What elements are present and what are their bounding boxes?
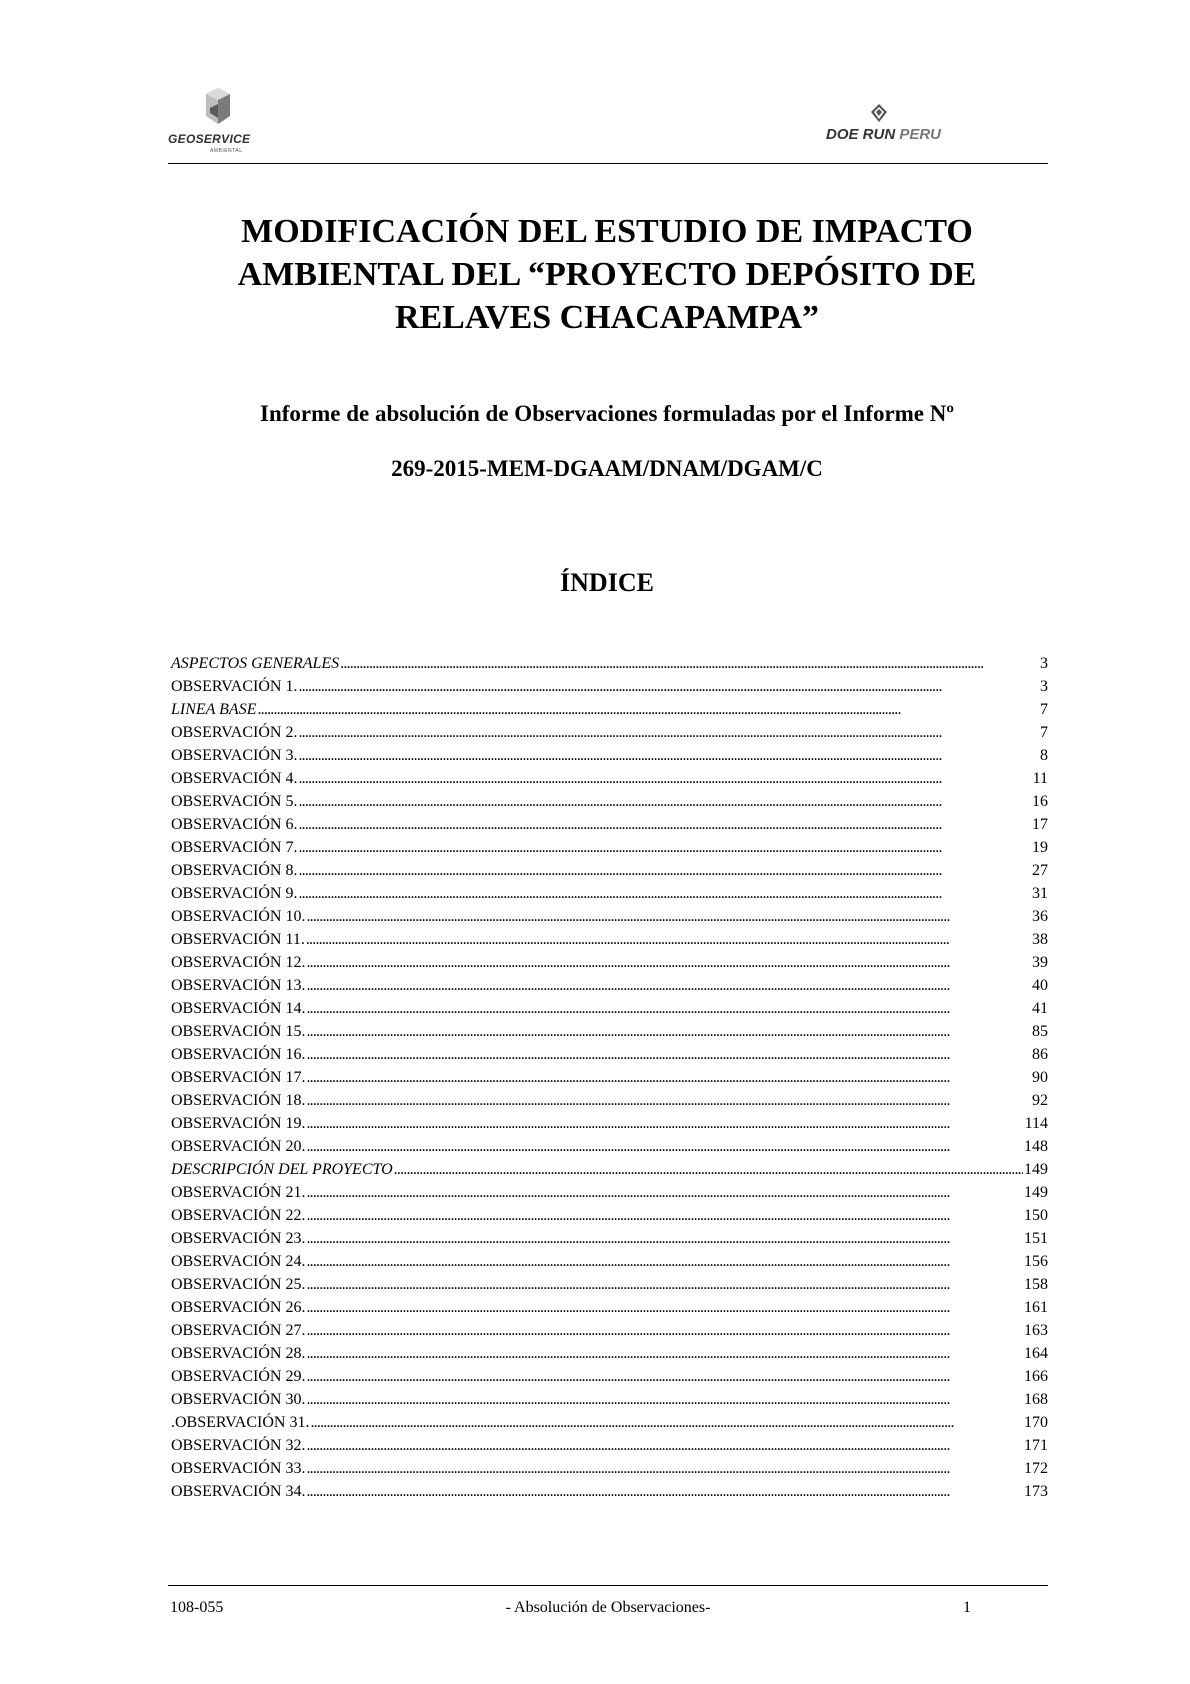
footer-divider bbox=[168, 1585, 1048, 1586]
toc-entry[interactable] bbox=[171, 859, 1048, 882]
toc-page-number: 85 bbox=[1032, 1023, 1048, 1040]
toc-entry[interactable] bbox=[171, 882, 1048, 905]
toc-page-number: 40 bbox=[1032, 977, 1048, 994]
toc-entry[interactable] bbox=[171, 721, 1048, 744]
toc-leader-dots bbox=[306, 1388, 1023, 1411]
toc-page-number: 8 bbox=[1040, 747, 1048, 764]
toc-entry[interactable] bbox=[171, 1365, 1048, 1388]
document-report-code: 269-2015-MEM-DGAAM/DNAM/DGAM/C bbox=[391, 456, 823, 481]
toc-leader-dots bbox=[298, 744, 1039, 767]
page-footer bbox=[168, 1599, 1048, 1621]
toc-entry-label: OBSERVACIÓN 28. bbox=[171, 1345, 306, 1362]
toc-leader-dots bbox=[306, 1112, 1023, 1135]
index-heading: ÍNDICE bbox=[560, 568, 654, 597]
toc-entry[interactable] bbox=[171, 1319, 1048, 1342]
toc-entry-label: OBSERVACIÓN 26. bbox=[171, 1299, 306, 1316]
toc-leader-dots bbox=[298, 882, 1031, 905]
toc-entry[interactable] bbox=[171, 1342, 1048, 1365]
toc-entry[interactable] bbox=[171, 1181, 1048, 1204]
toc-entry-label: OBSERVACIÓN 3. bbox=[171, 747, 298, 764]
toc-page-number: 170 bbox=[1024, 1414, 1048, 1431]
toc-entry[interactable] bbox=[171, 1296, 1048, 1319]
toc-page-number: 172 bbox=[1024, 1460, 1048, 1477]
toc-page-number: 90 bbox=[1032, 1069, 1048, 1086]
toc-leader-dots bbox=[306, 928, 1031, 951]
toc-entry[interactable] bbox=[171, 675, 1048, 698]
toc-entry-label: OBSERVACIÓN 4. bbox=[171, 770, 298, 787]
table-of-contents bbox=[171, 652, 1048, 1503]
toc-entry-label: OBSERVACIÓN 22. bbox=[171, 1207, 306, 1224]
toc-leader-dots bbox=[298, 721, 1039, 744]
toc-entry[interactable] bbox=[171, 1135, 1048, 1158]
toc-entry[interactable] bbox=[171, 997, 1048, 1020]
toc-entry[interactable] bbox=[171, 744, 1048, 767]
toc-section-label: LINEA BASE bbox=[171, 701, 257, 718]
toc-leader-dots bbox=[306, 1319, 1023, 1342]
doe-run-logo bbox=[826, 104, 996, 154]
footer-project-code: 108-055 bbox=[170, 1599, 224, 1616]
toc-page-number: 149 bbox=[1024, 1161, 1048, 1178]
toc-entry[interactable] bbox=[171, 1388, 1048, 1411]
footer-page-number: 1 bbox=[963, 1599, 971, 1616]
toc-leader-dots bbox=[306, 1204, 1023, 1227]
toc-leader-dots bbox=[306, 1020, 1031, 1043]
toc-entry[interactable] bbox=[171, 1250, 1048, 1273]
doe-run-brand-accent: PERU bbox=[899, 126, 942, 143]
toc-entry[interactable] bbox=[171, 1480, 1048, 1503]
toc-page-number: 114 bbox=[1024, 1115, 1048, 1132]
toc-entry[interactable] bbox=[171, 928, 1048, 951]
toc-leader-dots bbox=[306, 1227, 1023, 1250]
toc-entry-label: OBSERVACIÓN 6. bbox=[171, 816, 298, 833]
toc-leader-dots bbox=[310, 1411, 1023, 1434]
title-line-2: AMBIENTAL DEL “PROYECTO DEPÓSITO DE bbox=[237, 256, 977, 293]
toc-page-number: 38 bbox=[1032, 931, 1048, 948]
toc-entry[interactable] bbox=[171, 1273, 1048, 1296]
toc-page-number: 39 bbox=[1032, 954, 1048, 971]
title-line-1: MODIFICACIÓN DEL ESTUDIO DE IMPACTO bbox=[241, 213, 973, 250]
toc-entry-label: OBSERVACIÓN 5. bbox=[171, 793, 298, 810]
toc-entry-label: OBSERVACIÓN 10. bbox=[171, 908, 306, 925]
toc-entry-label: OBSERVACIÓN 12. bbox=[171, 954, 306, 971]
toc-leader-dots bbox=[306, 1181, 1023, 1204]
toc-entry-label: OBSERVACIÓN 30. bbox=[171, 1391, 306, 1408]
toc-entry-label: OBSERVACIÓN 1. bbox=[171, 678, 298, 695]
toc-leader-dots bbox=[306, 974, 1031, 997]
toc-entry[interactable] bbox=[171, 1089, 1048, 1112]
doe-run-brand-main: DOE RUN bbox=[826, 126, 896, 143]
toc-leader-dots bbox=[257, 698, 1039, 721]
toc-entry-label: OBSERVACIÓN 8. bbox=[171, 862, 298, 879]
toc-section-label: ASPECTOS GENERALES bbox=[171, 655, 340, 672]
toc-page-number: 7 bbox=[1040, 724, 1048, 741]
toc-page-number: 150 bbox=[1024, 1207, 1048, 1224]
toc-entry[interactable] bbox=[171, 767, 1048, 790]
geoservice-logo bbox=[168, 88, 278, 158]
toc-entry[interactable] bbox=[171, 974, 1048, 997]
toc-entry-label: .OBSERVACIÓN 31. bbox=[171, 1414, 310, 1431]
document-title bbox=[150, 210, 1064, 339]
toc-entry[interactable] bbox=[171, 698, 1048, 721]
toc-entry-label: OBSERVACIÓN 7. bbox=[171, 839, 298, 856]
toc-entry[interactable] bbox=[171, 1457, 1048, 1480]
toc-leader-dots bbox=[298, 767, 1031, 790]
toc-page-number: 163 bbox=[1024, 1322, 1048, 1339]
toc-entry-label: OBSERVACIÓN 23. bbox=[171, 1230, 306, 1247]
toc-leader-dots bbox=[306, 1342, 1023, 1365]
toc-page-number: 7 bbox=[1040, 701, 1048, 718]
toc-page-number: 31 bbox=[1032, 885, 1048, 902]
toc-page-number: 149 bbox=[1024, 1184, 1048, 1201]
toc-entry-label: OBSERVACIÓN 13. bbox=[171, 977, 306, 994]
toc-entry-label: OBSERVACIÓN 29. bbox=[171, 1368, 306, 1385]
document-subtitle: Informe de absolución de Observaciones formuladas por el Informe Nº bbox=[260, 401, 954, 426]
toc-entry-label: OBSERVACIÓN 16. bbox=[171, 1046, 306, 1063]
geoservice-brand-text: GEOSERVICE bbox=[168, 132, 251, 146]
toc-entry-label: OBSERVACIÓN 11. bbox=[171, 931, 305, 948]
page-header bbox=[168, 78, 1048, 163]
toc-entry[interactable] bbox=[171, 1043, 1048, 1066]
toc-page-number: 171 bbox=[1024, 1437, 1048, 1454]
toc-page-number: 16 bbox=[1032, 793, 1048, 810]
geoservice-cube-icon bbox=[204, 88, 232, 128]
toc-entry[interactable] bbox=[171, 813, 1048, 836]
toc-entry[interactable] bbox=[171, 1020, 1048, 1043]
toc-entry-label: OBSERVACIÓN 17. bbox=[171, 1069, 306, 1086]
toc-entry[interactable] bbox=[171, 951, 1048, 974]
toc-entry-label: OBSERVACIÓN 32. bbox=[171, 1437, 306, 1454]
toc-leader-dots bbox=[306, 1365, 1023, 1388]
toc-leader-dots bbox=[306, 1135, 1023, 1158]
toc-entry[interactable] bbox=[171, 790, 1048, 813]
toc-leader-dots bbox=[298, 675, 1039, 698]
toc-entry[interactable] bbox=[171, 836, 1048, 859]
toc-entry-label: OBSERVACIÓN 34. bbox=[171, 1483, 306, 1500]
toc-leader-dots bbox=[340, 652, 1039, 675]
toc-entry-label: OBSERVACIÓN 9. bbox=[171, 885, 298, 902]
toc-entry[interactable] bbox=[171, 652, 1048, 675]
toc-leader-dots bbox=[306, 997, 1031, 1020]
toc-leader-dots bbox=[306, 1434, 1023, 1457]
toc-entry-label: OBSERVACIÓN 18. bbox=[171, 1092, 306, 1109]
toc-page-number: 161 bbox=[1024, 1299, 1048, 1316]
toc-entry[interactable] bbox=[171, 905, 1048, 928]
toc-page-number: 19 bbox=[1032, 839, 1048, 856]
toc-leader-dots bbox=[306, 1480, 1023, 1503]
toc-entry[interactable] bbox=[171, 1204, 1048, 1227]
toc-leader-dots bbox=[306, 1273, 1023, 1296]
toc-page-number: 41 bbox=[1032, 1000, 1048, 1017]
toc-leader-dots bbox=[298, 790, 1031, 813]
toc-leader-dots bbox=[306, 1066, 1031, 1089]
toc-entry-label: OBSERVACIÓN 15. bbox=[171, 1023, 306, 1040]
toc-entry-label: OBSERVACIÓN 20. bbox=[171, 1138, 306, 1155]
toc-leader-dots bbox=[306, 1089, 1031, 1112]
toc-leader-dots bbox=[306, 905, 1031, 928]
toc-entry[interactable] bbox=[171, 1066, 1048, 1089]
toc-page-number: 173 bbox=[1024, 1483, 1048, 1500]
toc-page-number: 3 bbox=[1040, 678, 1048, 695]
toc-section-label: DESCRIPCIÓN DEL PROYECTO bbox=[171, 1161, 393, 1178]
toc-page-number: 86 bbox=[1032, 1046, 1048, 1063]
toc-entry-label: OBSERVACIÓN 27. bbox=[171, 1322, 306, 1339]
geoservice-sub-text: AMBIENTAL bbox=[210, 148, 243, 154]
toc-page-number: 148 bbox=[1024, 1138, 1048, 1155]
toc-page-number: 92 bbox=[1032, 1092, 1048, 1109]
toc-page-number: 27 bbox=[1032, 862, 1048, 879]
toc-page-number: 158 bbox=[1024, 1276, 1048, 1293]
footer-document-name: - Absolución de Observaciones- bbox=[505, 1599, 711, 1616]
toc-page-number: 164 bbox=[1024, 1345, 1048, 1362]
toc-leader-dots bbox=[306, 1043, 1031, 1066]
toc-leader-dots bbox=[298, 836, 1031, 859]
toc-entry-label: OBSERVACIÓN 25. bbox=[171, 1276, 306, 1293]
toc-leader-dots bbox=[306, 1250, 1023, 1273]
toc-page-number: 156 bbox=[1024, 1253, 1048, 1270]
toc-page-number: 151 bbox=[1024, 1230, 1048, 1247]
toc-page-number: 11 bbox=[1032, 770, 1048, 787]
toc-page-number: 166 bbox=[1024, 1368, 1048, 1385]
toc-entry[interactable] bbox=[171, 1411, 1048, 1434]
toc-entry-label: OBSERVACIÓN 2. bbox=[171, 724, 298, 741]
toc-entry[interactable] bbox=[171, 1158, 1048, 1181]
toc-page-number: 3 bbox=[1040, 655, 1048, 672]
toc-leader-dots bbox=[306, 1457, 1023, 1480]
toc-page-number: 36 bbox=[1032, 908, 1048, 925]
header-divider bbox=[168, 163, 1048, 164]
toc-leader-dots bbox=[306, 1296, 1023, 1319]
toc-page-number: 17 bbox=[1032, 816, 1048, 833]
toc-entry-label: OBSERVACIÓN 21. bbox=[171, 1184, 306, 1201]
doe-run-brand-text bbox=[826, 126, 941, 143]
toc-page-number: 168 bbox=[1024, 1391, 1048, 1408]
toc-leader-dots bbox=[306, 951, 1031, 974]
title-line-3: RELAVES CHACAPAMPA” bbox=[394, 299, 820, 336]
toc-entry-label: OBSERVACIÓN 33. bbox=[171, 1460, 306, 1477]
doe-run-emblem-icon bbox=[871, 104, 887, 122]
toc-entry[interactable] bbox=[171, 1112, 1048, 1135]
toc-leader-dots bbox=[298, 813, 1031, 836]
toc-entry-label: OBSERVACIÓN 14. bbox=[171, 1000, 306, 1017]
toc-leader-dots bbox=[394, 1158, 1023, 1181]
toc-leader-dots bbox=[298, 859, 1031, 882]
toc-entry-label: OBSERVACIÓN 24. bbox=[171, 1253, 306, 1270]
toc-entry[interactable] bbox=[171, 1227, 1048, 1250]
toc-entry[interactable] bbox=[171, 1434, 1048, 1457]
toc-entry-label: OBSERVACIÓN 19. bbox=[171, 1115, 306, 1132]
